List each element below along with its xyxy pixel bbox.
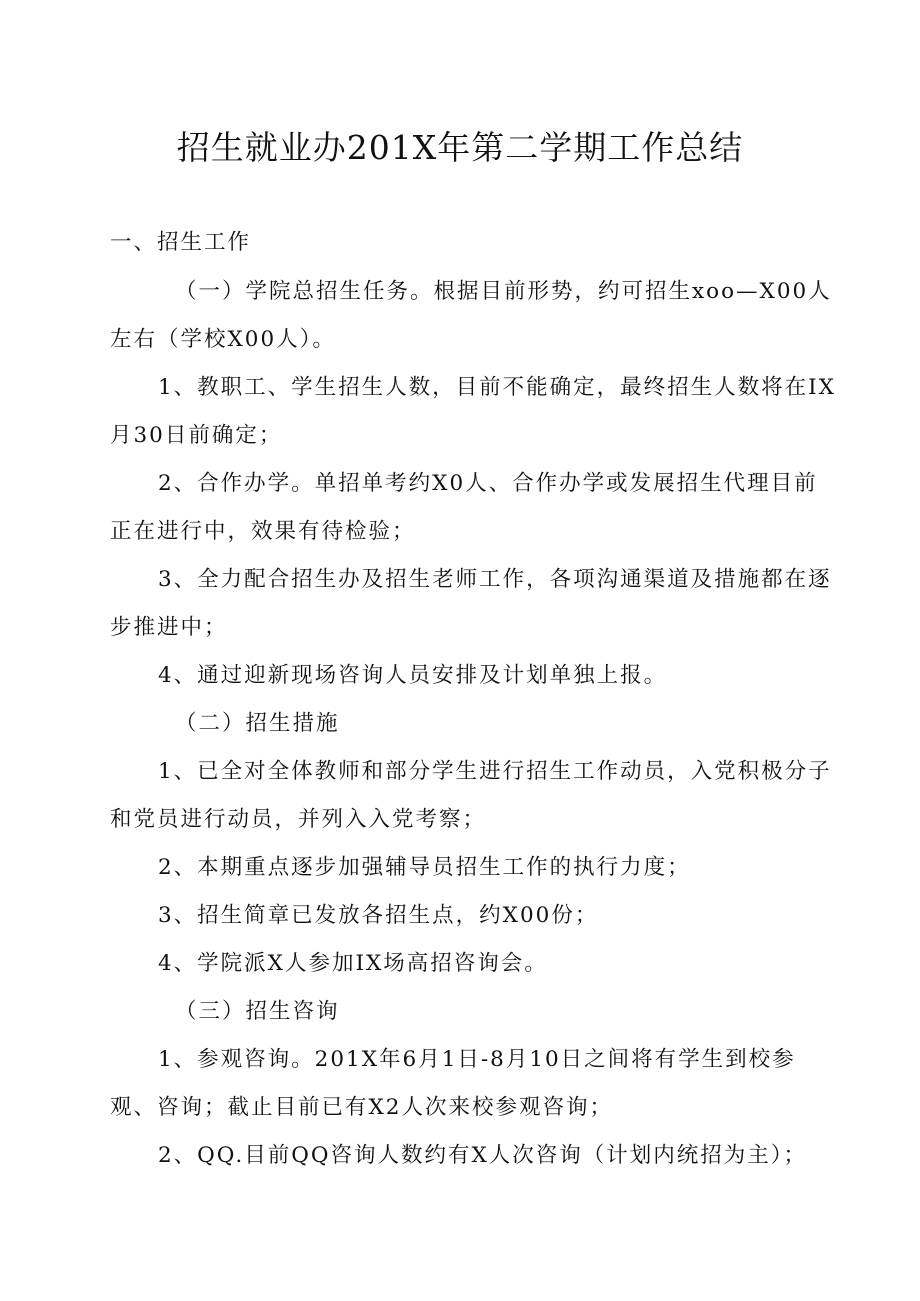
section-heading-enrollment: 一、招生工作 bbox=[110, 230, 252, 255]
paragraph-line: 1、教职工、学生招生人数，目前不能确定，最终招生人数将在IX bbox=[158, 375, 836, 400]
paragraph-line: 2、合作办学。单招单考约X0人、合作办学或发展招生代理目前 bbox=[158, 471, 818, 496]
paragraph-line: 左右（学校X00人）。 bbox=[110, 327, 336, 352]
subsection-heading: （二）招生措施 bbox=[175, 711, 340, 736]
paragraph-line: 1、参观咨询。201X年6月1日-8月10日之间将有学生到校参 bbox=[158, 1047, 796, 1072]
paragraph-line: 1、已全对全体教师和部分学生进行招生工作动员，入党积极分子 bbox=[158, 759, 832, 784]
paragraph-line: 2、QQ.目前QQ咨询人数约有X人次咨询（计划内统招为主）； bbox=[158, 1143, 808, 1168]
document-title: 招生就业办201X年第二学期工作总结 bbox=[176, 128, 744, 167]
paragraph-line: 2、本期重点逐步加强辅导员招生工作的执行力度； bbox=[158, 855, 691, 880]
paragraph-line: 4、学院派X人参加IX场高招咨询会。 bbox=[158, 951, 548, 976]
paragraph-line: 3、全力配合招生办及招生老师工作，各项沟通渠道及措施都在逐 bbox=[158, 567, 832, 592]
paragraph-line: 观、咨询；截止目前已有X2人次来校参观咨询； bbox=[110, 1095, 613, 1120]
paragraph-line: 4、通过迎新现场咨询人员安排及计划单独上报。 bbox=[158, 663, 668, 688]
paragraph-line: 步推进中； bbox=[110, 615, 228, 640]
subsection-heading: （三）招生咨询 bbox=[175, 999, 340, 1024]
paragraph-line: 和党员进行动员，并列入入党考察； bbox=[110, 807, 487, 832]
paragraph-line: 月30日前确定； bbox=[110, 423, 283, 448]
paragraph-line: （一）学院总招生任务。根据目前形势，约可招生xoo—X00人 bbox=[175, 279, 832, 304]
paragraph-line: 正在进行中，效果有待检验； bbox=[110, 519, 416, 544]
paragraph-line: 3、招生简章已发放各招生点，约X00份； bbox=[158, 903, 599, 928]
